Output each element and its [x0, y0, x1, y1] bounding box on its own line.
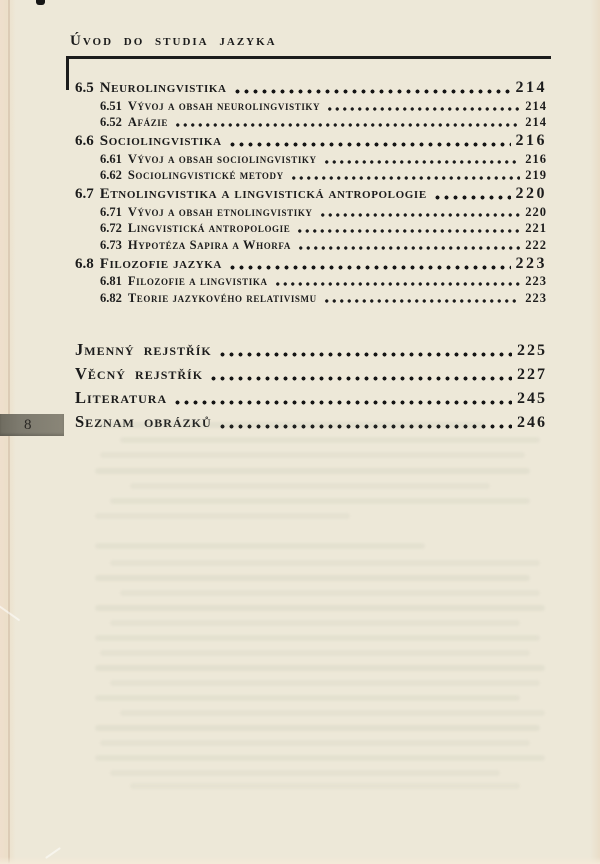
toc-entry: [75, 100, 547, 113]
toc-entry-title: Jmenný rejstřík: [75, 340, 212, 359]
toc-entry-number: 6.51: [100, 98, 122, 113]
toc-entry-page: 227: [517, 366, 547, 383]
toc-entry-page: 216: [515, 132, 547, 149]
toc-entry-number: 6.5: [75, 80, 94, 96]
toc-entry: [75, 275, 547, 288]
toc-entry: [75, 292, 547, 305]
bleedthrough-line: [110, 560, 540, 566]
toc-entry: [75, 256, 547, 272]
toc-entry-number: 6.6: [75, 133, 94, 149]
toc-entry-title: Hypotéza Sapira a Whorfa: [127, 237, 291, 252]
page-number-tab: [0, 414, 64, 436]
dot-leader: [218, 351, 512, 358]
toc-entry-title: Věcný rejstřík: [75, 364, 204, 383]
bleedthrough-line: [110, 620, 520, 626]
toc-entry-title: Sociolingvistické metody: [127, 168, 284, 182]
dot-leader: [174, 122, 520, 128]
toc-entry: [75, 341, 547, 359]
bleedthrough-line: [100, 452, 525, 458]
toc-entry: [75, 153, 547, 166]
header-rule: [66, 56, 551, 59]
toc-entry-title: Filozofie jazyka: [99, 255, 222, 272]
toc-entry-page: 221: [525, 221, 547, 235]
toc-entry: [75, 206, 547, 219]
dot-leader: [323, 159, 521, 165]
toc-entry-page: 214: [515, 79, 547, 96]
toc-entry-title: Sociolingvistika: [99, 133, 222, 149]
toc-entry-number: 6.71: [100, 204, 122, 219]
bleedthrough-line: [95, 468, 530, 474]
dot-leader: [218, 423, 512, 430]
bleedthrough-line: [95, 755, 545, 761]
dot-leader: [297, 245, 520, 251]
toc-entry-title: Teorie jazykového relativismu: [127, 290, 317, 305]
bleedthrough-line: [110, 770, 500, 776]
dot-leader: [433, 194, 511, 201]
toc-entry-page: 214: [525, 115, 547, 129]
bleedthrough-line: [95, 575, 530, 581]
toc-entry-title: Vývoj a obsah etnolingvistiky: [127, 204, 313, 219]
toc-entry-page: 216: [525, 151, 547, 166]
toc-entry-title: Neurolingvistika: [99, 80, 227, 96]
scan-edge-right: [590, 0, 600, 864]
bleedthrough-line: [95, 605, 545, 611]
toc-entry-page: 222: [525, 237, 547, 252]
toc-entry: [75, 186, 547, 202]
toc-entry-page: 245: [517, 390, 547, 407]
scan-scratch: [0, 605, 20, 622]
bleedthrough-line: [100, 740, 530, 746]
toc-entry-number: 6.8: [75, 255, 94, 272]
bleedthrough-line: [95, 513, 350, 519]
toc-entry: [75, 116, 547, 129]
dot-leader: [274, 281, 521, 287]
bleedthrough-line: [110, 498, 530, 504]
dot-leader: [326, 106, 520, 112]
scan-edge-bottom: [0, 857, 600, 864]
toc-entry-page: 223: [515, 254, 547, 272]
bleedthrough-line: [95, 725, 540, 731]
dot-leader: [319, 212, 521, 218]
toc-entry: [75, 133, 547, 149]
toc-entry-page: 223: [525, 290, 547, 305]
toc-entry-title: Vývoj a obsah sociolingvistiky: [127, 151, 317, 166]
back-matter-list: [75, 335, 547, 431]
toc-entry-page: 223: [525, 274, 547, 288]
toc-entry: [75, 222, 547, 235]
toc-entry-page: 220: [525, 204, 547, 219]
bleedthrough-line: [95, 695, 520, 701]
toc-entry-number: 6.73: [100, 237, 122, 252]
bleedthrough-line: [95, 543, 425, 549]
dot-leader: [233, 88, 511, 95]
dot-leader: [290, 175, 521, 181]
bleedthrough-line: [95, 635, 540, 641]
dot-leader: [228, 141, 511, 148]
running-header: Úvod do studia jazyka: [70, 33, 277, 49]
toc-entry-number: 6.72: [100, 221, 122, 235]
dot-leader: [296, 228, 520, 234]
toc-entry-number: 6.52: [100, 115, 122, 129]
dot-leader: [173, 399, 512, 406]
scan-speck: [36, 0, 45, 5]
toc-entry-number: 6.7: [75, 186, 94, 202]
toc-entry-number: 6.61: [100, 151, 122, 166]
toc-entry-page: 214: [525, 98, 547, 113]
toc-entry-title: Seznam obrázků: [75, 412, 212, 431]
toc-entry-page: 225: [517, 342, 547, 359]
toc-entry-page: 246: [517, 414, 547, 431]
toc-entry-title: Afázie: [127, 115, 169, 129]
bleedthrough-line: [120, 710, 545, 716]
dot-leader: [323, 298, 521, 304]
bleedthrough-line: [130, 783, 520, 789]
toc-entry-title: Lingvistická antropologie: [127, 221, 291, 235]
toc-entry: [75, 169, 547, 182]
bleedthrough-line: [120, 590, 540, 596]
bleedthrough-line: [95, 665, 545, 671]
toc-entry: [75, 413, 547, 431]
toc-entry: [75, 239, 547, 252]
toc-entry-page: 219: [525, 168, 547, 182]
bleedthrough-line: [130, 483, 490, 489]
toc-entry: [75, 389, 547, 407]
toc-entry-number: 6.62: [100, 168, 122, 182]
toc-entry-number: 6.81: [100, 274, 122, 288]
dot-leader: [209, 375, 512, 382]
toc-entry-title: Etnolingvistika a lingvistická antropologie: [99, 186, 427, 202]
page-number: 8: [24, 416, 32, 433]
bleedthrough-line: [110, 680, 540, 686]
toc-entry: [75, 365, 547, 383]
bleedthrough-line: [120, 437, 540, 443]
dot-leader: [228, 264, 511, 271]
toc-entry-page: 220: [515, 185, 547, 202]
toc-entry: [75, 80, 547, 96]
table-of-contents: [75, 76, 547, 305]
toc-entry-title: Vývoj a obsah neurolingvistiky: [127, 98, 321, 113]
toc-entry-title: Literatura: [75, 388, 168, 407]
toc-entry-title: Filozofie a lingvistika: [127, 274, 268, 288]
bleedthrough-line: [100, 650, 530, 656]
toc-entry-number: 6.82: [100, 290, 122, 305]
